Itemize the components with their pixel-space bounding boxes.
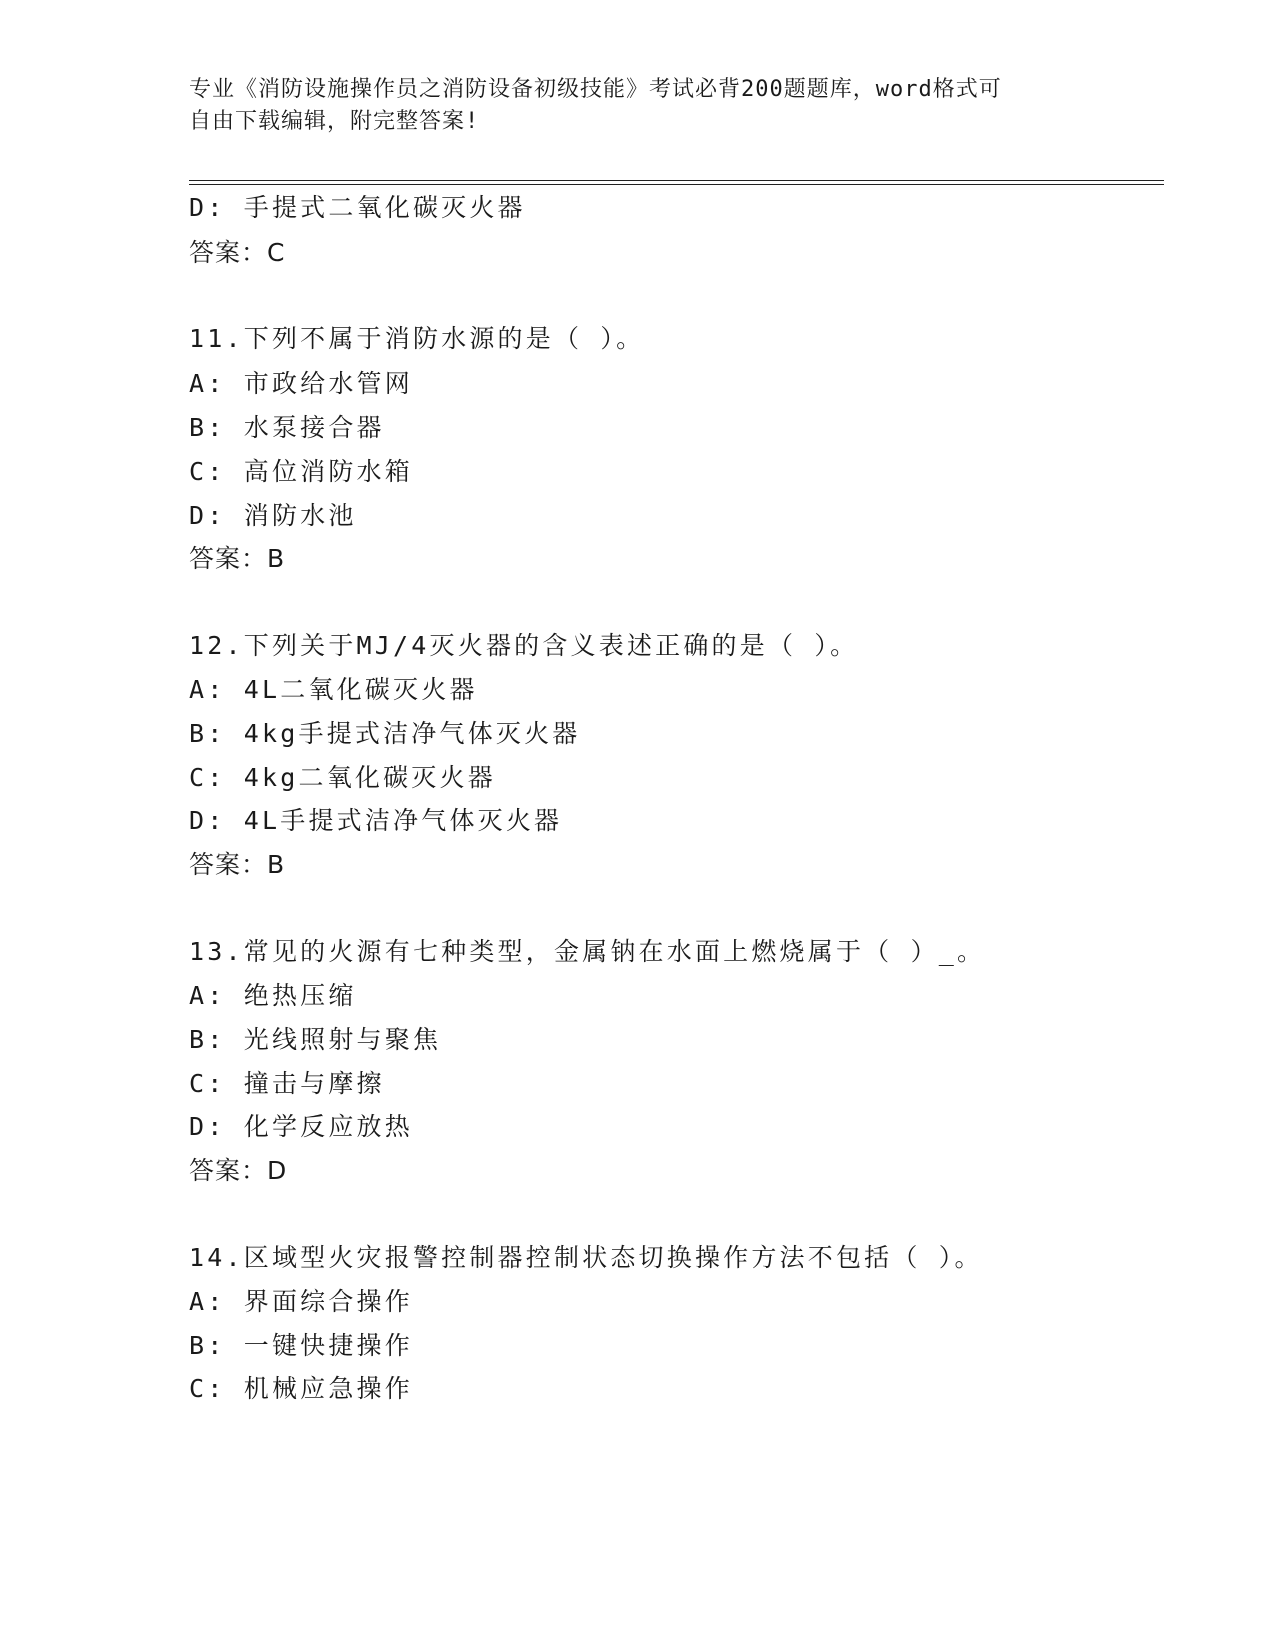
header-rule-bottom — [189, 184, 1164, 185]
question-13-stem: 13.常见的火源有七种类型，金属钠在水面上燃烧属于（ ）_。 — [189, 937, 986, 966]
question-14-option-c: C: 机械应急操作 — [189, 1374, 413, 1403]
question-13-option-a: A: 绝热压缩 — [189, 981, 357, 1010]
question-11-answer: 答案：B — [189, 544, 286, 573]
question-13-option-b: B: 光线照射与聚焦 — [189, 1025, 442, 1054]
prev-option-d: D: 手提式二氧化碳灭火器 — [189, 193, 526, 222]
question-11-option-c: C: 高位消防水箱 — [189, 457, 413, 486]
question-13-option-c: C: 撞击与摩擦 — [189, 1069, 385, 1098]
question-14-stem: 14.区域型火灾报警控制器控制状态切换操作方法不包括（ ）。 — [189, 1243, 983, 1272]
question-11-option-b: B: 水泵接合器 — [189, 413, 385, 442]
header-line-2: 自由下载编辑，附完整答案! — [189, 109, 480, 134]
question-11-option-d: D: 消防水池 — [189, 501, 357, 530]
question-12-option-a: A: 4L二氧化碳灭火器 — [189, 675, 478, 704]
question-11-option-a: A: 市政给水管网 — [189, 369, 413, 398]
question-11-stem: 11.下列不属于消防水源的是（ ）。 — [189, 324, 645, 353]
question-13-answer: 答案：D — [189, 1156, 288, 1185]
header-rule-top — [189, 180, 1164, 181]
question-12-option-c: C: 4kg二氧化碳灭火器 — [189, 763, 496, 792]
prev-answer: 答案：C — [189, 238, 286, 267]
question-12-option-d: D: 4L手提式洁净气体灭火器 — [189, 806, 563, 835]
header-line-1: 专业《消防设施操作员之消防设备初级技能》考试必背200题题库，word格式可 — [189, 77, 1002, 102]
question-12-answer: 答案：B — [189, 850, 286, 879]
question-12-stem: 12.下列关于MJ/4灭火器的含义表述正确的是（ ）。 — [189, 631, 859, 660]
question-14-option-b: B: 一键快捷操作 — [189, 1331, 413, 1360]
question-13-option-d: D: 化学反应放热 — [189, 1112, 413, 1141]
document-header — [189, 74, 1089, 138]
question-14-option-a: A: 界面综合操作 — [189, 1287, 413, 1316]
question-12-option-b: B: 4kg手提式洁净气体灭火器 — [189, 719, 581, 748]
